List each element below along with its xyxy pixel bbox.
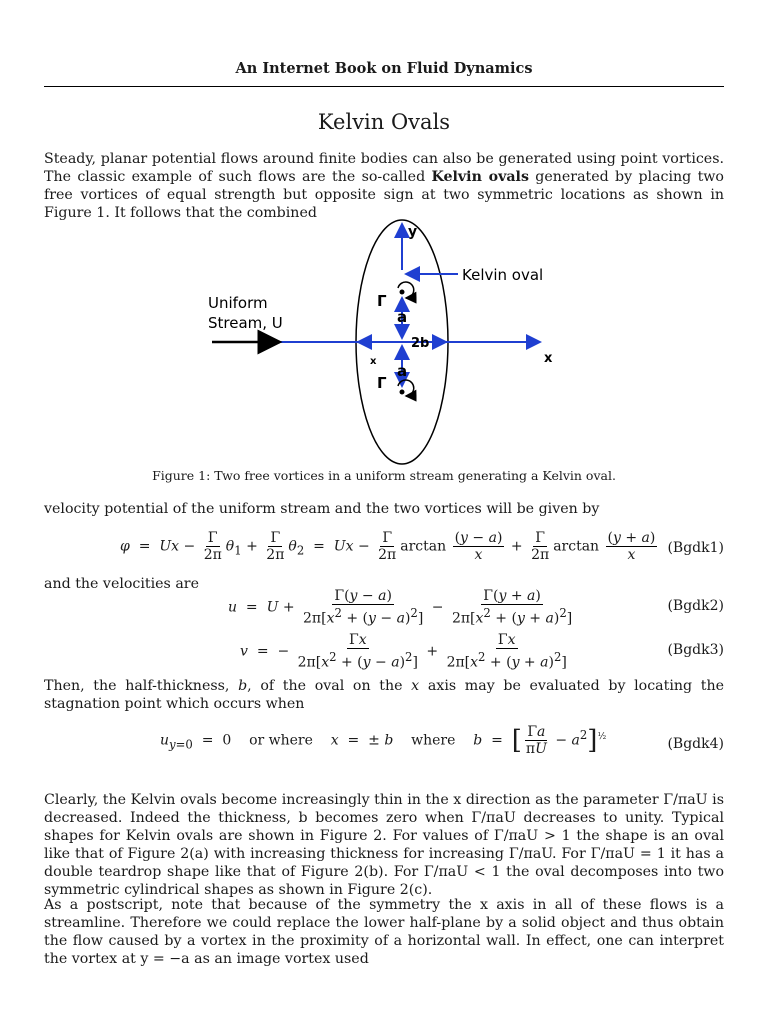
intro-text-b: generated by placing two free vortices of equal strength but opposite sign at two symmetric locations as shown in Figure 1. It follows that the combined [44,169,724,221]
paragraph-half-thickness [44,677,724,713]
figure-kelvin-oval [200,218,580,468]
label-gamma-top: Γ [377,292,387,310]
equation-bgdk4-body: $u_{y=0} = 0$ or where x = ± b where b = [ $\frac{\Gamma a}{\pi U}$ − $a^2]^{\frac{1}{2}}$ [160,724,607,757]
equation-tag-bgdk4: (Bgdk4) [667,736,724,752]
half-thickness-text-c: , of the oval on the [247,678,412,694]
equation-bgdk1-body: φ = Ux − $\frac{\Gamma}{2\pi}$ $\theta_1$ + $\frac{\Gamma}{2\pi}$ $\theta_2 = Ux$ − $\frac{\Gamma}{2\pi}$ arctan $\frac{(y - a)}{x}$ + $\frac{\Gamma}{2\pi}$ arctan $\frac{(y + a)}{x}$ [120,530,656,563]
label-y: y [408,224,418,240]
equation-tag-bgdk1: (Bgdk1) [667,540,724,556]
equation-tag-bgdk2: (Bgdk2) [667,598,724,614]
label-kelvin-oval: Kelvin oval [462,266,544,284]
running-header: An Internet Book on Fluid Dynamics [235,60,533,77]
equation-bgdk3 [44,632,724,672]
label-2b: 2b [411,336,430,351]
vortex-top [398,282,414,298]
label-stream: Stream, U [208,314,283,332]
label-uniform: Uniform [208,294,268,312]
section-title: Kelvin Ovals [317,110,451,134]
equation-bgdk3-body: v = − $\frac{\Gamma x}{2\pi[x^2 + (y - a)^2]}$ + $\frac{\Gamma x}{2\pi[x^2 + (y + a)^2]}$ [240,632,567,671]
eq4-where-1: or where [249,732,313,749]
figure-caption: Figure 1: Two free vortices in a uniform stream generating a Kelvin oval. [152,468,616,483]
half-thickness-var-b: b [238,678,248,694]
equation-bgdk2 [44,588,724,628]
paragraph-intro [44,150,724,222]
intro-text-a: Steady, planar potential flows around finite bodies can also be generated using point vortices. The classic example of such flows are the so-called [44,151,724,185]
label-gamma-bottom: Γ [377,374,387,392]
equation-bgdk4 [44,720,724,770]
vortex-bottom [398,380,414,396]
paragraph-velocities: and the velocities are [44,576,199,592]
label-x: x [544,351,553,366]
half-thickness-text-e: axis may be evaluated by locating the stagnation point which occurs when [44,678,724,712]
equation-tag-bgdk3: (Bgdk3) [667,642,724,658]
paragraph-postscript: As a postscript, note that because of the symmetry the x axis in all of these flows is a streamline. Therefore we could replace the lower half-plane by a solid object and thus obtain the flow caused by a vortex in the proximity of a horizontal wall. In effect, one can interpret the vortex at y = −a as an image vortex used [44,897,724,967]
intro-bold-term: Kelvin ovals [431,169,529,185]
equation-bgdk1 [44,530,724,570]
label-a-top: a [397,308,408,326]
half-thickness-var-x: x [411,678,420,694]
header-rule [44,86,724,87]
half-thickness-text-a: Then, the half-thickness, [44,678,239,694]
paragraph-potential: velocity potential of the uniform stream and the two vortices will be given by [44,501,600,517]
label-x-small: x [370,356,377,367]
label-a-bottom: a [397,362,408,380]
equation-bgdk2-body: u = U + $\frac{\Gamma(y - a)}{2\pi[x^2 + (y - a)^2]}$ − $\frac{\Gamma(y + a)}{2\pi[x^2 + (y + a)^2]}$ [228,588,573,627]
paragraph-thin-ovals: Clearly, the Kelvin ovals become increasingly thin in the x direction as the parameter Γ/πaU is decreased. Indeed the thickness, b becomes zero when Γ/πaU decreases to unity. Typical shapes for Kelvin ovals are shown in Figure 2. For values of Γ/πaU > 1 the shape is an oval like that of Figure 2(a) with increasing thickness for increasing Γ/πaU. For Γ/πaU = 1 it has a double teardrop shape like that of Figure 2(b). For Γ/πaU < 1 the oval decomposes into two symmetric cylindrical shapes as shown in Figure 2(c). [44,792,724,898]
eq4-where-2: where [411,732,456,749]
